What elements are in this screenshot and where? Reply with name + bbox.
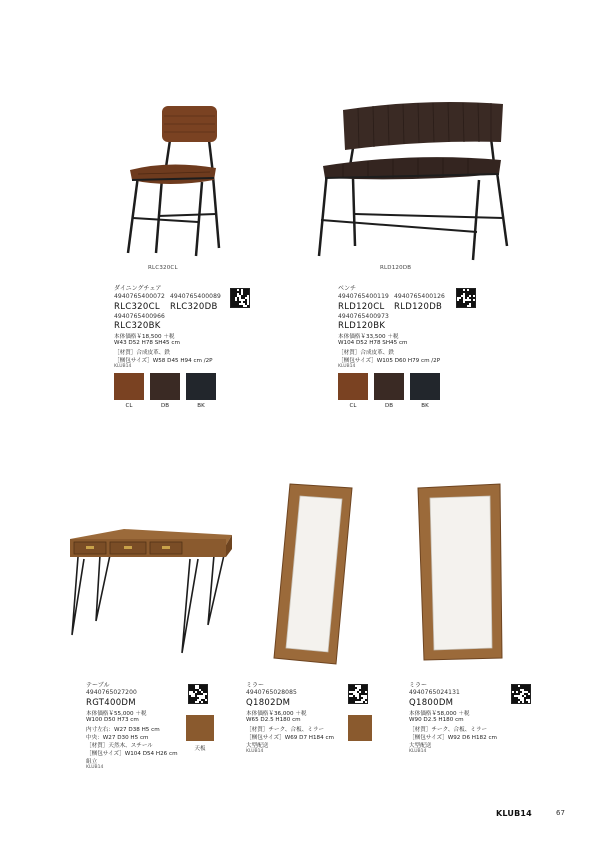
bench-swatch-bk[interactable] xyxy=(410,373,440,400)
bench-swatch-db[interactable] xyxy=(374,373,404,400)
table-inner-lr: 内寸左右：W27 D38 H5 cm xyxy=(86,727,160,733)
table-top-swatch-label: 天板 xyxy=(194,746,206,752)
bench-category: ベンチ xyxy=(338,285,357,292)
bench-material: ［材質］合成皮革、鉄 xyxy=(338,350,394,356)
mirror1-jan: 4940765028085 xyxy=(246,689,297,696)
chair-category: ダイニングチェア xyxy=(114,285,162,292)
chair-swatch-bk[interactable] xyxy=(186,373,216,400)
bench-price: 本体価格￥33,500 ＋税 xyxy=(338,334,399,340)
mirror1-price: 本体価格￥36,000 ＋税 xyxy=(246,711,307,717)
mirror2-material: ［材質］チーク、合板、ミラー xyxy=(409,727,488,733)
table-material: ［材質］天然木、スチール xyxy=(86,743,153,749)
mirror2-price: 本体価格￥58,000 ＋税 xyxy=(409,711,470,717)
table-assembly: 組立 xyxy=(86,759,98,765)
bench-swatch-label-bk: BK xyxy=(421,403,429,409)
mirror2-category: ミラー xyxy=(409,682,428,689)
chair-model-3: RLC320BK xyxy=(114,321,161,331)
table-jan: 4940765027200 xyxy=(86,689,137,696)
bench-image xyxy=(313,98,518,264)
mirror-q1802-image xyxy=(272,480,356,668)
chair-qr-code[interactable] xyxy=(230,288,250,308)
footer-brand-logo: KLUB14 xyxy=(496,809,532,818)
desk-image xyxy=(64,525,236,660)
page-number: 67 xyxy=(556,809,565,817)
mirror1-size: W65 D2.5 H180 cm xyxy=(246,717,301,723)
chair-jan-1: 4940765400072 xyxy=(114,293,165,300)
chair-swatch-label-db: DB xyxy=(160,403,169,409)
mirror1-wood-swatch[interactable] xyxy=(348,715,372,741)
bench-jan-2: 4940765400126 xyxy=(394,293,445,300)
bench-model-1: RLD120CL xyxy=(338,302,385,312)
table-brand: KLUB14 xyxy=(86,765,104,770)
chair-jan-3: 4940765400966 xyxy=(114,313,165,320)
chair-material: ［材質］合成皮革、鉄 xyxy=(114,350,170,356)
chair-swatch-label-bk: BK xyxy=(197,403,205,409)
mirror2-qr-code[interactable] xyxy=(511,684,531,704)
bench-size: W104 D52 H78 SH45 cm xyxy=(338,340,408,346)
dining-chair-image xyxy=(118,98,230,258)
table-qr-code[interactable] xyxy=(188,684,208,704)
mirror2-jan: 4940765024131 xyxy=(409,689,460,696)
table-price: 本体価格￥55,000 ＋税 xyxy=(86,711,147,717)
chair-size: W43 D52 H78 SH45 cm xyxy=(114,340,180,346)
table-package: ［梱包サイズ］W104 D54 H26 cm xyxy=(86,751,178,757)
bench-jan-3: 4940765400973 xyxy=(338,313,389,320)
bench-swatch-label-db: DB xyxy=(384,403,393,409)
chair-swatch-cl[interactable] xyxy=(114,373,144,400)
bench-swatch-cl[interactable] xyxy=(338,373,368,400)
chair-brand: KLUB14 xyxy=(114,364,132,369)
mirror1-package: ［梱包サイズ］W69 D7 H184 cm xyxy=(246,735,334,741)
mirror2-shipping: 大型配送 xyxy=(409,743,432,749)
bench-image-caption: RLD120DB xyxy=(380,265,412,271)
mirror2-model: Q1800DM xyxy=(409,698,454,708)
bench-brand: KLUB14 xyxy=(338,364,356,369)
mirror1-material: ［材質］チーク、合板、ミラー xyxy=(246,727,325,733)
mirror2-brand: KLUB14 xyxy=(409,749,427,754)
chair-swatch-db[interactable] xyxy=(150,373,180,400)
chair-package: ［梱包サイズ］W58 D45 H94 cm /2P xyxy=(114,358,213,364)
mirror2-package: ［梱包サイズ］W92 D6 H182 cm xyxy=(409,735,497,741)
table-model: RGT400DM xyxy=(86,698,136,708)
mirror-q1800-image xyxy=(414,482,506,662)
chair-image-caption: RLC320CL xyxy=(148,265,178,271)
table-category: テーブル xyxy=(86,682,110,689)
bench-jan-1: 4940765400119 xyxy=(338,293,389,300)
table-top-swatch[interactable] xyxy=(186,715,214,741)
chair-price: 本体価格￥18,500 ＋税 xyxy=(114,334,175,340)
mirror1-category: ミラー xyxy=(246,682,265,689)
bench-qr-code[interactable] xyxy=(456,288,476,308)
chair-jan-2: 4940765400089 xyxy=(170,293,221,300)
chair-swatch-label-cl: CL xyxy=(125,403,133,409)
mirror2-size: W90 D2.5 H180 cm xyxy=(409,717,464,723)
mirror1-brand: KLUB14 xyxy=(246,749,264,754)
mirror1-shipping: 大型配送 xyxy=(246,743,269,749)
table-inner-center: 中央：W27 D30 H5 cm xyxy=(86,735,149,741)
bench-swatch-label-cl: CL xyxy=(349,403,357,409)
bench-model-3: RLD120BK xyxy=(338,321,386,331)
bench-model-2: RLD120DB xyxy=(394,302,443,312)
mirror1-model: Q1802DM xyxy=(246,698,291,708)
chair-model-2: RLC320DB xyxy=(170,302,218,312)
chair-model-1: RLC320CL xyxy=(114,302,160,312)
table-size: W100 D50 H73 cm xyxy=(86,717,139,723)
mirror1-qr-code[interactable] xyxy=(348,684,368,704)
bench-package: ［梱包サイズ］W105 D60 H79 cm /2P xyxy=(338,358,441,364)
